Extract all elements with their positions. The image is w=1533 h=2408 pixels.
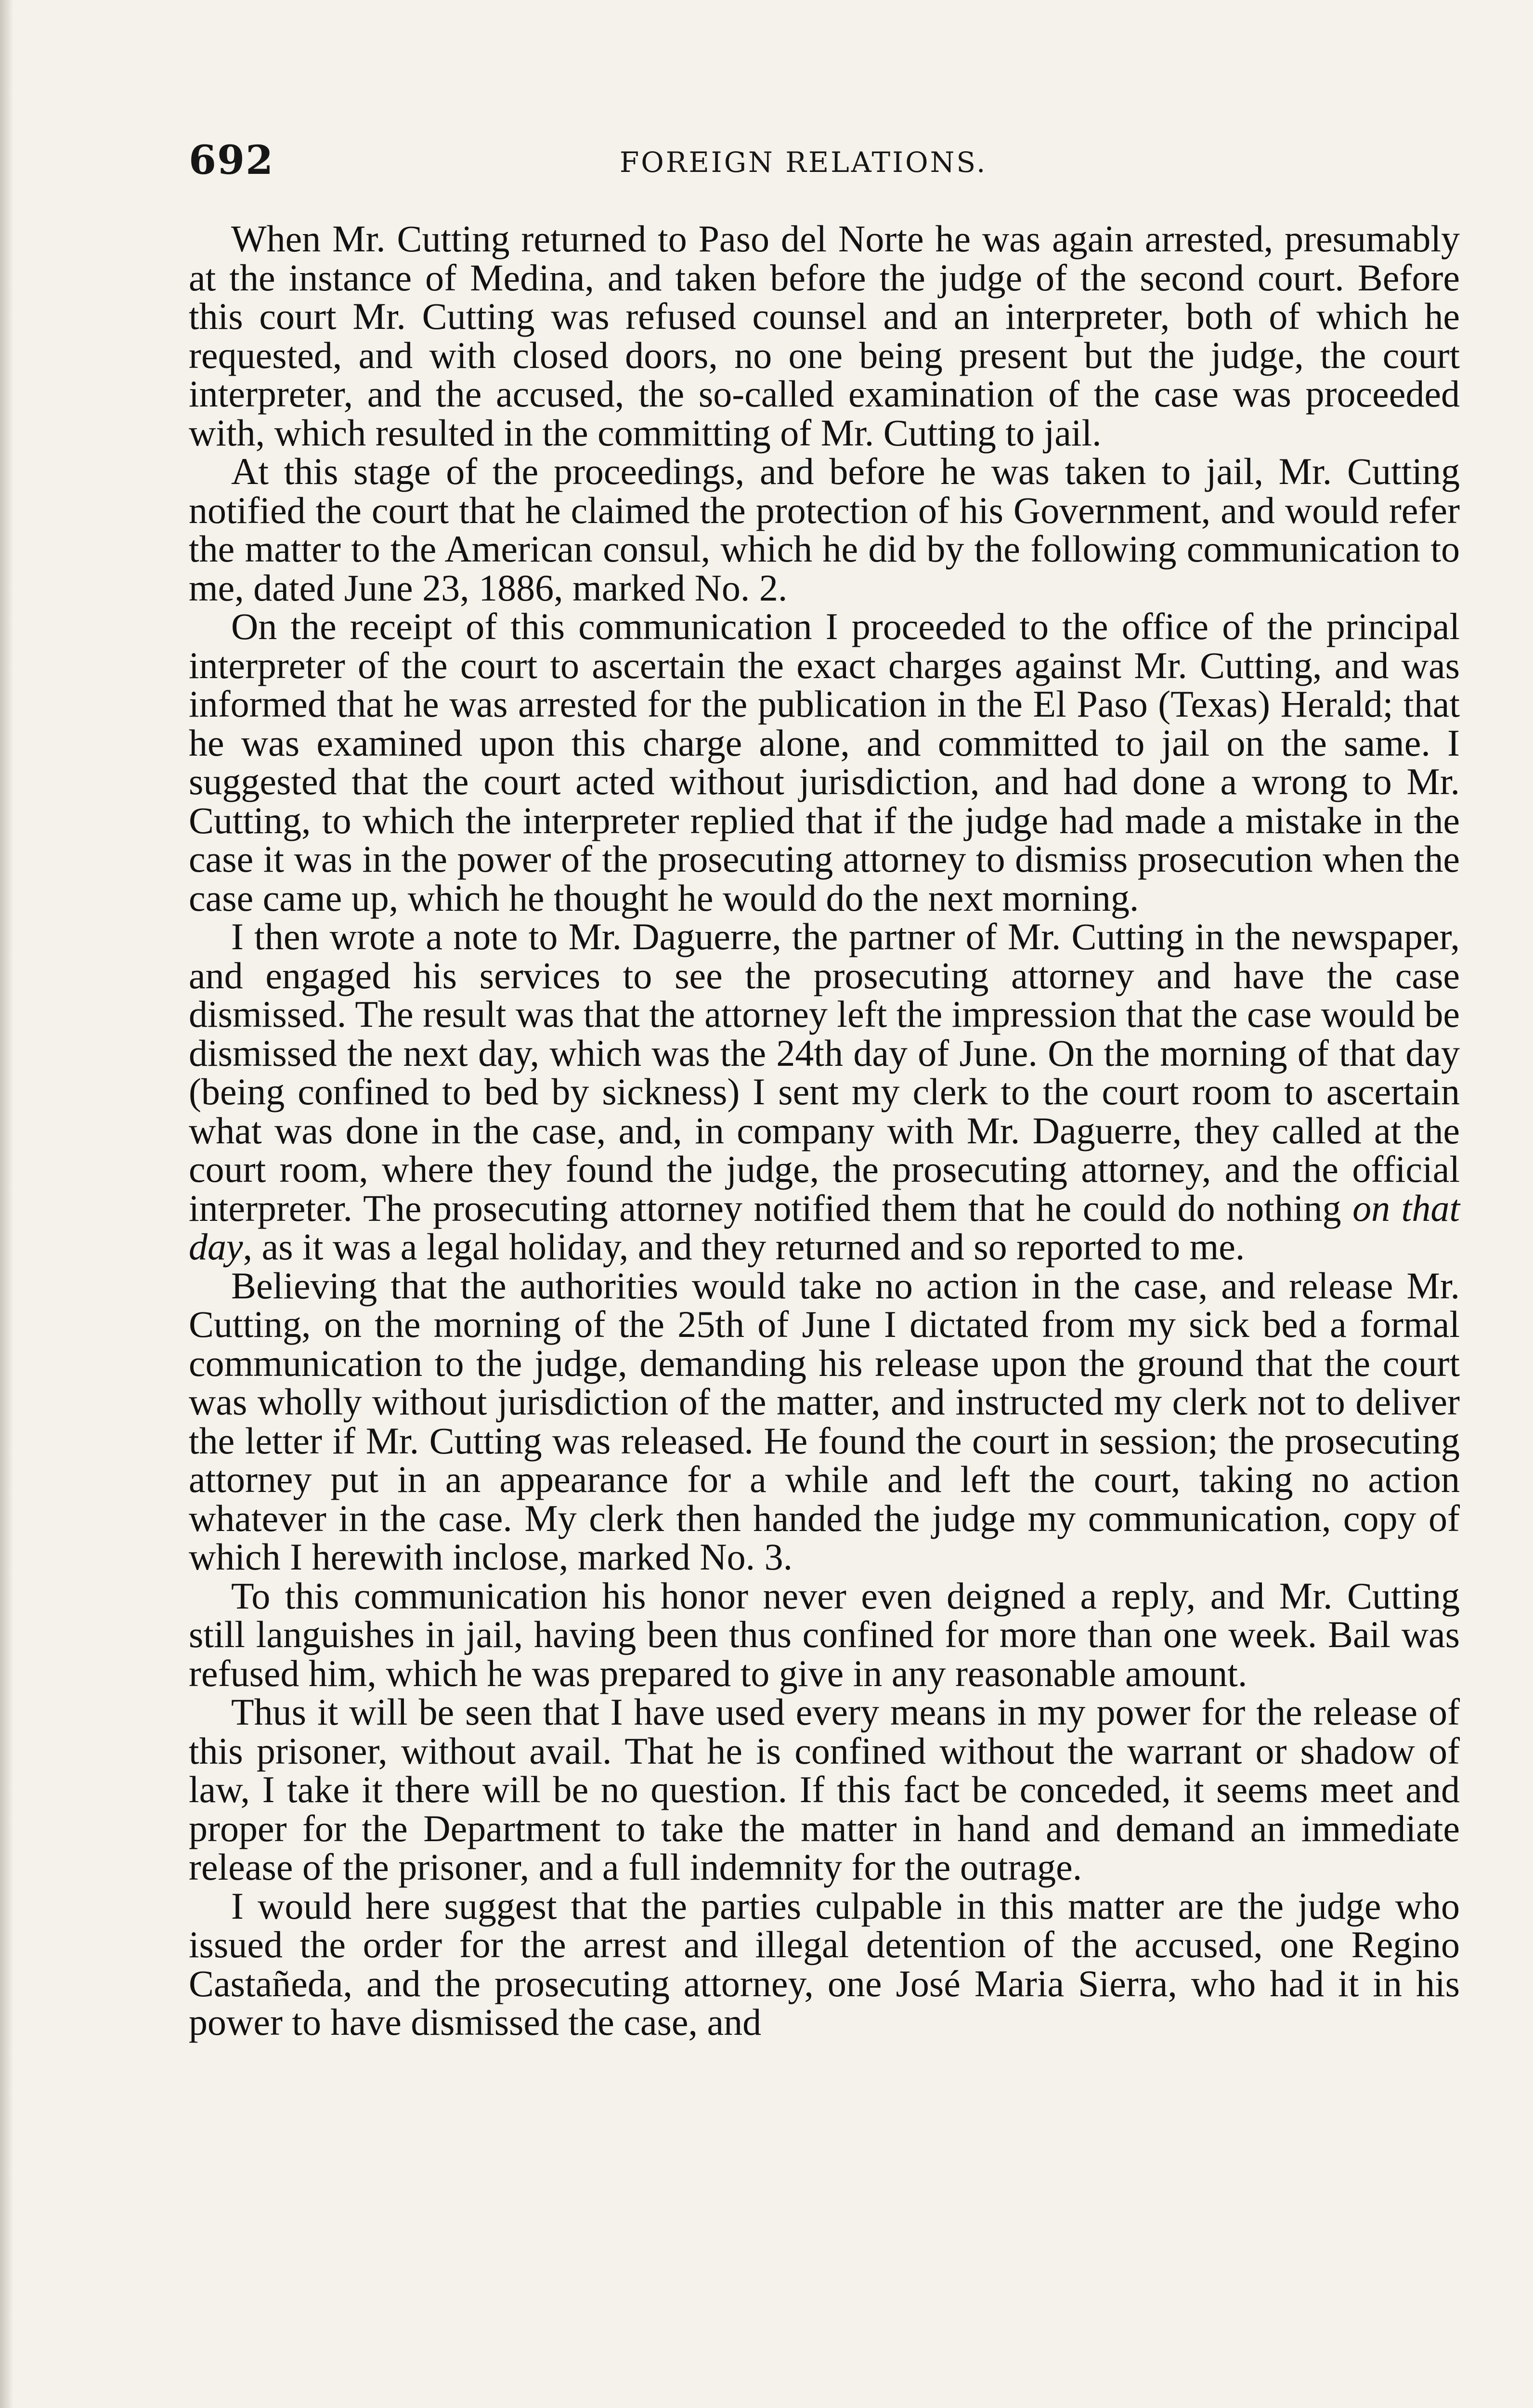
paragraph-claimed-protection: At this stage of the proceedings, and before he was taken to jail, Mr. Cutting notified the court that he claimed the protection of his Government, and would refer the matter to the American consul, which he did by the following communication to me, dated June 23, 1886, marked No. 2. — [189, 450, 1460, 609]
paragraph-arrest-and-examination: When Mr. Cutting returned to Paso del Norte he was again arrested, presumably at the instance of Medina, and taken before the judge of the second court. Before this court Mr. Cutting was refused counsel and an interpreter, both of which he requested, and with closed doors, no one being present but the judge, the court interpreter, and the accused, the so-called examination of the case was proceeded with, which resulted in the committing of Mr. Cutting to jail. — [189, 218, 1460, 454]
document-body — [189, 220, 1460, 2042]
paragraph-demand-release: Thus it will be seen that I have used every means in my power for the release of this prisoner, without avail. That he is confined without the warrant or shadow of law, I take it there will be no question. If this fact be conceded, it seems meet and proper for the Department to take the matter in hand and demand an immediate release of the prisoner, and a full indemnity for the outrage. — [189, 1691, 1460, 1888]
paragraph-no-reply: To this communication his honor never even deigned a reply, and Mr. Cutting still languishes in jail, having been thus confined for more than one week. Bail was refused him, which he was prepared to give in any reasonable amount. — [189, 1574, 1460, 1694]
paragraph-daguerre-and-court-room — [189, 917, 1460, 1267]
page-number: 692 — [189, 137, 274, 183]
paragraph-daguerre-text-after-italic: , as it was a legal holiday, and they returned and so reported to me. — [243, 1226, 1245, 1268]
running-head: FOREIGN RELATIONS. — [620, 146, 987, 179]
italic-phrase-on-that-day: on that day — [189, 1187, 1460, 1268]
paragraph-culpable-parties: I would here suggest that the parties culpable in this matter are the judge who issued the order for the arrest and illegal detention of the accused, one Regino Castañeda, and the prosecuting attorney, one José Maria Sierra, who had it in his power to have dismissed the case, and — [189, 1885, 1460, 2043]
scan-binding-edge — [0, 0, 13, 2408]
paragraph-daguerre-text-before-italic: I then wrote a note to Mr. Daguerre, the partner of Mr. Cutting in the newspaper, and engaged his services to see the prosecuting attorney and have the case dismissed. The result was that the attorney left the impression that the case would be dismissed the next day, which was the 24th day of June. On the morning of that day (being confined to bed by sickness) I sent my clerk to the court room to ascertain what was done in the case, and, in company with Mr. Daguerre, they called at the court room, where they found the judge, the prosecuting attorney, and the official interpreter. The prosecuting attorney notified them that he could do nothing — [189, 916, 1460, 1229]
paragraph-formal-communication: Believing that the authorities would take no action in the case, and release Mr. Cutting, on the morning of the 25th of June I dictated from my sick bed a formal communication to the judge, demanding his release upon the ground that the court was wholly without jurisdiction of the matter, and instructed my clerk not to deliver the letter if Mr. Cutting was released. He found the court in session; the prosecuting attorney put in an appearance for a while and left the court, taking no action whatever in the case. My clerk then handed the judge my communication, copy of which I herewith inclose, marked No. 3. — [189, 1264, 1460, 1578]
page-header — [189, 137, 1460, 195]
paragraph-consul-inquiry: On the receipt of this communication I proceeded to the office of the principal interpreter of the court to ascertain the exact charges against Mr. Cutting, and was informed that he was arrested for the publication in the El Paso (Texas) Herald; that he was examined upon this charge alone, and committed to jail on the same. I suggested that the court acted without jurisdiction, and had done a wrong to Mr. Cutting, to which the interpreter replied that if the judge had made a mistake in the case it was in the power of the prosecuting attorney to dismiss prosecution when the case came up, which he thought he would do the next morning. — [189, 605, 1460, 919]
